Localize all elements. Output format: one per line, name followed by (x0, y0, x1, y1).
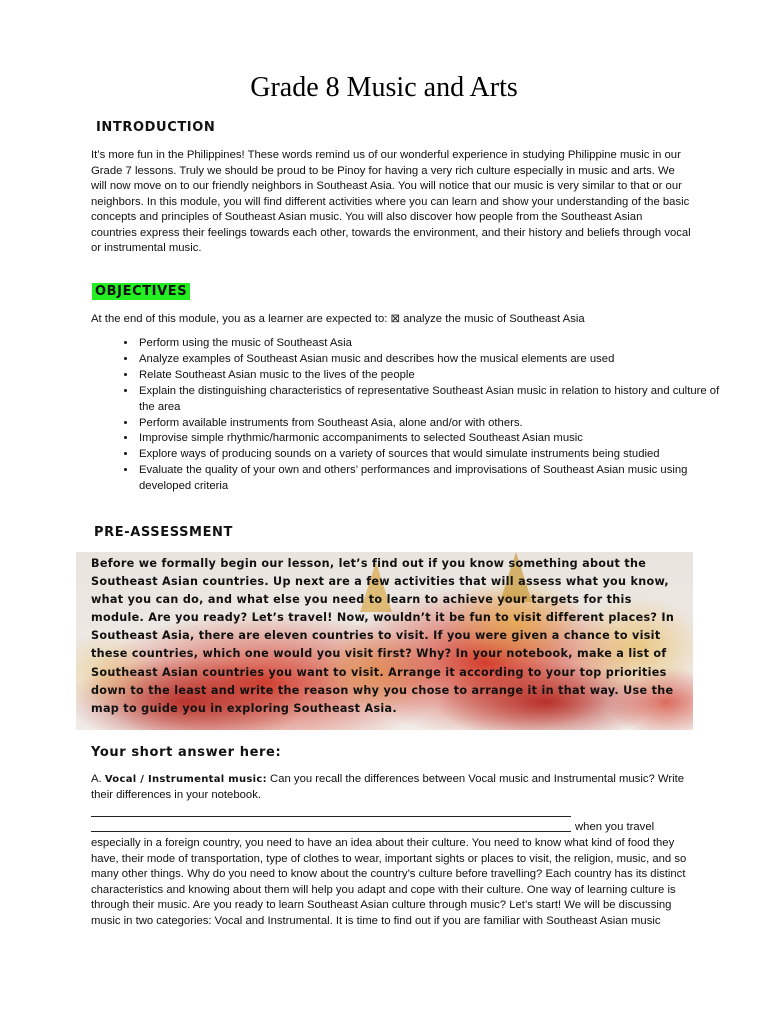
objective-item: • Perform available instruments from Southeast Asia, alone and/or with others. (137, 416, 727, 432)
objectives-heading (92, 284, 190, 299)
objective-item: • Evaluate the quality of your own and others’ performances and improvisations of Southeast Asian music using developed criteria (137, 463, 727, 495)
pre-assessment-paragraph: Before we formally begin our lesson, let’s find out if you know something about the Southeast Asian countries. Up next are a few activities that will assess what you know, what you can do, and what else you need to learn to achieve your targets for this module. Are you ready? Let’s travel! Now, wouldn’t it be fun to visit different places? In Southeast Asia, there are eleven countries to visit. If you were given a chance to visit these countries, which one would you visit first? Why? In your notebook, make a list of Southeast Asian countries you want to visit. Arrange it according to your top priorities down to the least and write the reason why you chose to arrange it in that way. Use the map to guide you in exploring Southeast Asia. (91, 557, 675, 715)
introduction-paragraph: It’s more fun in the Philippines! These words remind us of our wonderful experience in studying Philippine music in our Grade 7 lessons. Truly we should be proud to be Pinoy for having a very rich culture especially in music and arts. We will now move on to our friendly neighbors in Southeast Asia. You will notice that our music is very similar to that or our neighbors. In this module, you will find different activities where you can learn and show your understanding of the basic concepts and principles of Southeast Asian music. You will also discover how people from the Southeast Asian countries express their feelings towards each other, towards the environment, and their history and beliefs through vocal or instrumental music. (91, 149, 691, 254)
activity-a-question (91, 772, 691, 803)
introduction-heading: INTRODUCTION (96, 120, 216, 135)
short-answer-heading: Your short answer here: (91, 745, 282, 760)
culture-paragraph: especially in a foreign country, you need to have an idea about their culture. You need to know what kind of food they have, their mode of transportation, type of clothes to wear, important sights or places to visit, the religion, music, and so many other things. Why do you need to know about the country’s culture before travelling? Each country has its distinct characteristics and knowing about them will help you adapt and cope with their culture. One way of learning culture is through their music. Are you ready to learn Southeast Asian culture through music? Let’s start! We will be discussing music in two categories: Vocal and Instrumental. It is time to find out if you are familiar with Southeast Asian music (91, 837, 687, 927)
activity-a-question-text: Can you recall the differences between Vocal music and Instrumental music? Write their differences in your notebook. (91, 773, 685, 801)
document-title: Grade 8 Music and Arts (250, 72, 518, 103)
objective-item: • Improvise simple rhythmic/harmonic accompaniments to selected Southeast Asian music (137, 431, 727, 447)
objective-item: • Explore ways of producing sounds on a variety of sources that would simulate instruments being studied (137, 447, 727, 463)
pre-assessment-heading: PRE-ASSESSMENT (94, 525, 234, 540)
objective-item: • Perform using the music of Southeast Asia (137, 336, 727, 352)
after-line-text: when you travel (575, 821, 655, 833)
activity-a-prefix: A. (91, 773, 105, 785)
objective-item: • Relate Southeast Asian music to the lives of the people (137, 368, 727, 384)
activity-a-label: Vocal / Instrumental music: (104, 774, 267, 785)
objectives-heading-text: OBJECTIVES (92, 283, 190, 300)
objectives-list (91, 336, 727, 495)
objectives-lead: At the end of this module, you as a learner are expected to: ⊠ analyze the music of Southeast Asia (91, 313, 585, 325)
answer-line (91, 816, 571, 817)
answer-line (91, 831, 571, 832)
pre-assessment-banner (76, 552, 693, 730)
objective-item: • Explain the distinguishing characteristics of representative Southeast Asian music in relation to history and culture of the area (137, 384, 727, 416)
objective-item: • Analyze examples of Southeast Asian music and describes how the musical elements are used (137, 352, 727, 368)
